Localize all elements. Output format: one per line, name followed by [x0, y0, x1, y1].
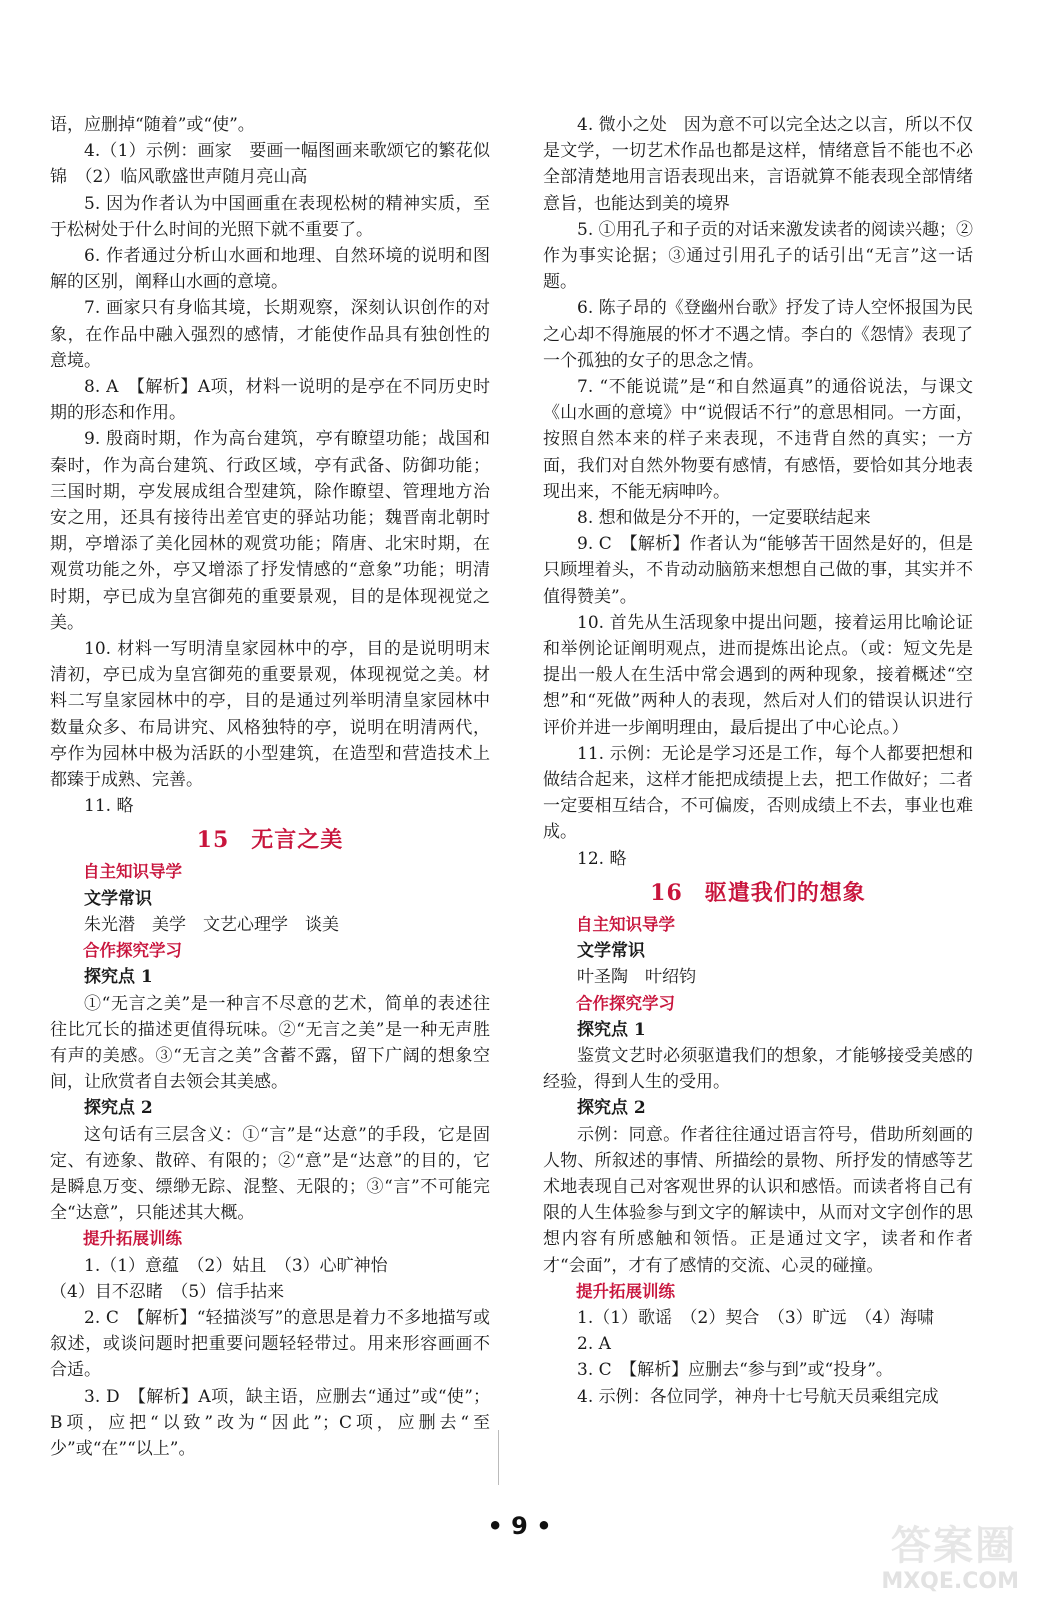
answer-5: 5. 因为作者认为中国画重在表现松树的精神实质，至于松树处于什么时间的光照下就不重要了。 [50, 193, 490, 240]
lesson-number: 16 [650, 879, 683, 906]
training-3: 3. C 【解析】应删去“参与到”或“投身”。 [577, 1360, 893, 1381]
answer-9: 9. C 【解析】作者认为“能够苦干固然是好的，但是只顾埋着头，不肯动动脑筋来想想自己做的事，其实并不值得赞美”。 [543, 534, 973, 607]
answer-5: 5. ①用孔子和子贡的对话来激发读者的阅读兴趣；②作为事实论据；③通过引用孔子的话引出“无言”这一话题。 [543, 219, 973, 293]
explore-point-1: ①“无言之美”是一种言不尽意的艺术，简单的表述往往比冗长的描述更值得玩味。②“无言之美”是一种无声胜有声的美感。③“无言之美”含蓄不露，留下广阔的想象空间，让欣赏者自去领会其美感。 [50, 993, 490, 1093]
training-1b: （4）目不忍睹 （5）信手拈来 [50, 1281, 285, 1302]
section-cooperative: 合作探究学习 [83, 941, 182, 961]
explore-point-1: 鉴赏文艺时必须驱遣我们的想象，才能够接受美感的经验，得到人生的受用。 [543, 1045, 973, 1093]
explore-point-2: 这句话有三层含义：①“言”是“达意”的手段，它是固定、有迹象、散碎、有限的；②“意”是“达意”的目的，它是瞬息万变、缥缈无踪、混整、无限的；③“言”不可能完全“达意”，只能述其大概。 [50, 1124, 490, 1224]
answer-11: 11. 略 [84, 796, 134, 817]
left-column [50, 112, 490, 1462]
column-divider [498, 1430, 499, 1485]
right-column [543, 112, 973, 1410]
section-self-study: 自主知识导学 [576, 914, 675, 934]
left-intro: 语，应删掉“随着”或“使”。 [50, 115, 255, 135]
explore-point-2-label: 探究点 2 [577, 1098, 646, 1119]
lesson-15-heading [50, 823, 490, 857]
training-3: 3. D 【解析】A项，缺主语，应删去“通过”或“使”；B项，应把“以致”改为“因此”；C项，应删去“至少”或“在”“以上”。 [50, 1386, 490, 1459]
answer-4: 4. 微小之处 因为意不可以完全达之以言，所以不仅是文学，一切艺术作品也都是这样，情绪意旨不能也不必全部清楚地用言语表现出来，言语就算不能表现全部情绪意旨，也能达到美的境界 [543, 115, 973, 214]
answer-9: 9. 殷商时期，作为高台建筑，亭有瞭望功能；战国和秦时，作为高台建筑、行政区域，亭有武备、防御功能；三国时期，亭发展成组合型建筑，除作瞭望、管理地方治安之用，还具有接待出差官吏的驿站功能；魏晋南北朝时期，亭增添了美化园林的观赏功能；隋唐、北宋时期，在观赏功能之外，亭又增添了抒发情感的“意象”功能；明清时期，亭已成为皇宫御苑的重要景观，目的是体现视觉之美。 [50, 429, 490, 633]
explore-point-1-label: 探究点 1 [577, 1019, 646, 1040]
answer-6: 6. 作者通过分析山水画和地理、自然环境的说明和图解的区别，阐释山水画的意境。 [50, 246, 490, 293]
section-cooperative: 合作探究学习 [576, 993, 675, 1013]
answer-7: 7. 画家只有身临其境，长期观察，深刻认识创作的对象，在作品中融入强烈的感情，才能使作品具有独创性的意境。 [50, 298, 490, 371]
training-2: 2. C 【解析】“轻描淡写”的意思是着力不多地描写或叙述，或谈问题时把重要问题轻轻带过。用来形容画画不合适。 [50, 1307, 490, 1381]
training-1a: 1.（1）意蕴 （2）姑且 （3）心旷神怡 [84, 1255, 388, 1276]
answer-10: 10. 首先从生活现象中提出问题，接着运用比喻论证和举例论证阐明观点，进而提炼出论点。（或：短文先是提出一般人在生活中常会遇到的两种现象，接着概述“空想”和“死做”两种人的表现，然后对人们的错误认识进行评价并进一步阐明理由，最后提出了中心论点。） [543, 612, 973, 738]
explore-point-2-label: 探究点 2 [84, 1098, 153, 1119]
section-extension: 提升拓展训练 [83, 1229, 182, 1249]
training-1: 1.（1）歌谣 （2）契合 （3）旷远 （4）海啸 [577, 1307, 934, 1328]
explore-point-2: 示例：同意。作者往往通过语言符号，借助所刻画的人物、所叙述的事情、所描绘的景物、所抒发的情感等艺术地表现自己对客观世界的认识和感悟。而读者将自己有限的人生体验参与到文字的解读中，从而对文字创作的思想内容有所感触和领悟。正是通过文字，读者和作者才“会面”，才有了感情的交流、心灵的碰撞。 [543, 1124, 973, 1276]
answer-6: 6. 陈子昂的《登幽州台歌》抒发了诗人空怀报国为民之心却不得施展的怀才不遇之情。李白的《怨情》表现了一个孤独的女子的思念之情。 [543, 298, 973, 371]
answer-8: 8. A 【解析】A项，材料一说明的是亭在不同历史时期的形态和作用。 [50, 377, 490, 424]
training-2: 2. A [577, 1334, 611, 1355]
watermark-logo [837, 1514, 1027, 1594]
answer-7: 7. “不能说谎”是“和自然逼真”的通俗说法，与课文《山水画的意境》中“说假话不行”的意思相同。一方面，按照自然本来的样子来表现，不违背自然的真实；一方面，我们对自然外物要有感情，有感悟，要恰如其分地表现出来，不能无病呻吟。 [543, 377, 973, 502]
answer-4: 4.（1）示例：画家 要画一幅图画来歌颂它的繁花似锦 （2）临风歌盛世声随月亮山高 [50, 141, 490, 188]
training-4: 4. 示例：各位同学，神舟十七号航天员乘组完成 [577, 1386, 939, 1407]
section-self-study: 自主知识导学 [83, 862, 182, 882]
watermark-url: MXQE.COM [881, 1569, 1019, 1594]
lesson-number: 15 [196, 827, 230, 854]
answer-8: 8. 想和做是分不开的，一定要联结起来 [577, 508, 871, 529]
section-extension: 提升拓展训练 [576, 1281, 675, 1301]
literary-knowledge-label: 文学常识 [577, 941, 645, 962]
explore-point-1-label: 探究点 1 [84, 967, 153, 988]
lesson-16-heading [543, 876, 973, 910]
answer-10: 10. 材料一写明清皇家园林中的亭，目的是说明明末清初，亭已成为皇宫御苑的重要景观，体现视觉之美。材料二写皇家园林中的亭，目的是通过列举明清皇家园林中数量众多、布局讲究、风格独特的亭，说明在明清两代，亭作为园林中极为活跃的小型建筑，在造型和营造技术上都臻于成熟、完善。 [50, 639, 490, 791]
literary-knowledge: 朱光潜 美学 文艺心理学 谈美 [84, 914, 339, 935]
answer-12: 12. 略 [577, 848, 627, 869]
literary-knowledge-label: 文学常识 [84, 888, 152, 909]
literary-knowledge: 叶圣陶 叶绍钧 [577, 967, 696, 988]
answer-11: 11. 示例：无论是学习还是工作，每个人都要把想和做结合起来，这样才能把成绩提上去，把工作做好；二者一定要相互结合，不可偏废，否则成绩上不去，事业也难成。 [543, 743, 973, 843]
lesson-title: 无言之美 [251, 827, 344, 854]
watermark-text: 答案圈 [891, 1523, 1017, 1569]
page-number: • 9 • [487, 1512, 552, 1540]
lesson-title: 驱遣我们的想象 [704, 879, 866, 906]
